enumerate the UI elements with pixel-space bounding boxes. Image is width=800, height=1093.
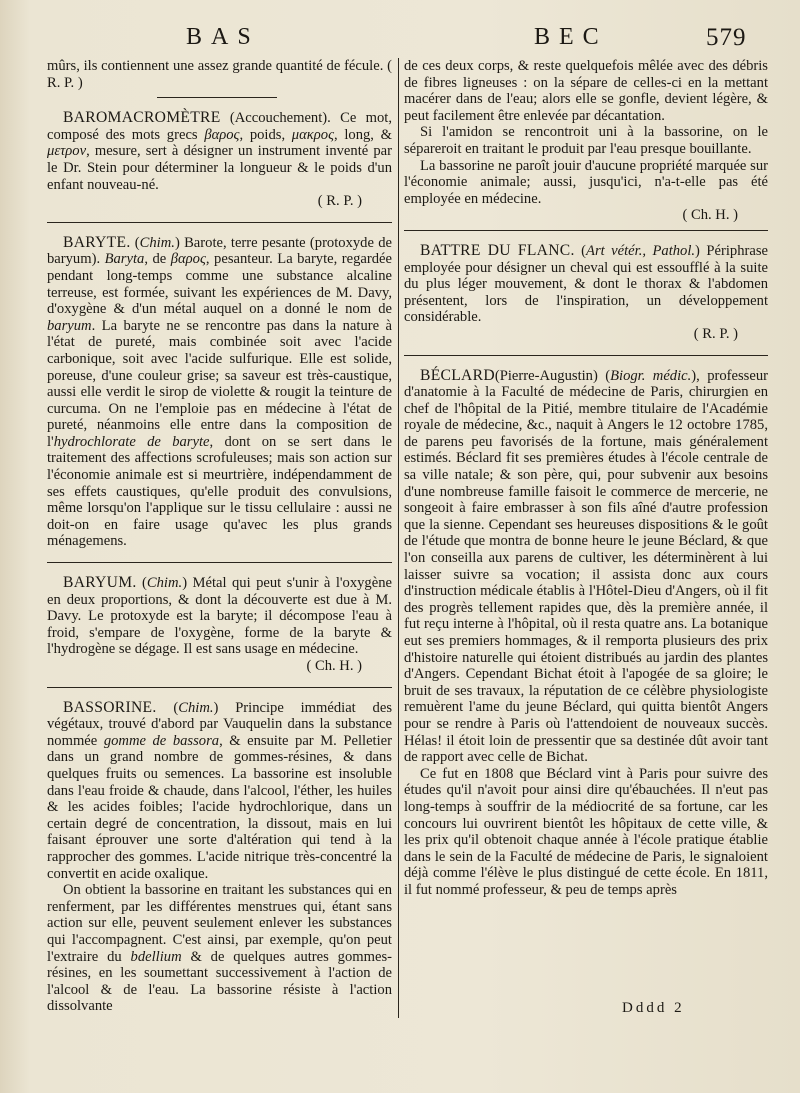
running-head-right: BEC [534, 24, 608, 50]
continuation-text: Si l'amidon se rencontroit uni à la bassorine, on le sépareroit en traitant le produit par l'eau presque bouillante. [404, 124, 768, 157]
entry-text: , de [144, 251, 167, 268]
entry-text: Ce mot, composé des mots grecs [47, 110, 392, 143]
entry-text: , poids, [239, 126, 286, 143]
domain-label: Art vétér., Pathol. [586, 242, 696, 259]
entry-signature: ( Ch. H. ) [306, 658, 362, 674]
entry-baromacrometre [47, 110, 392, 210]
entry-baryum: BARYUM. (Chim.) Métal qui peut s'unir à l'oxygène en deux proportions, & dont la découverte est due à M. Davy. Le protoxyde est la baryte; il décompose l'eau à froid, s'empare de l'oxygène, forme de la baryte & l'hydrogène se dégage. Il est sans usage en médecine. ( Ch. H. ) [47, 574, 392, 674]
continuation-text: La bassorine ne paroît jouir d'aucune propriété marquée sur l'économie animale; aussi, jusqu'ici, n'a-t-elle pas été employée en médecine. [404, 157, 768, 207]
italic-term: gomme de bassora [103, 732, 220, 749]
domain-label: Chim. [146, 575, 183, 592]
right-column [404, 58, 768, 911]
entry-text: . La baryte ne se rencontre pas dans la nature à l'état de pureté, mais combinée soit avec l'acide carbonique, soit avec l'acide sulfurique. Elle est solide, poreuse, d'une couleur grise; sa saveur est très-caustique, aussi elle verdit le sirop de violette & rougit la teinture de curcuma. On ne l'emploie pas en médecine à l'état de pureté, néanmoins elle entre dans la composition de l' [47, 317, 392, 450]
entry-continuation-right [404, 58, 768, 224]
greek-word: βαρος [170, 251, 206, 268]
italic-term: baryum [47, 317, 92, 334]
entry-text: & de quelques autres gommes-résines, en les soumettant successivement à l'action de l'alcool & de l'eau. La bassorine résiste à l'action dissolvante [47, 948, 392, 1015]
domain-label: Chim. [178, 699, 214, 716]
headword: BASSORINE. [63, 698, 157, 716]
domain-label: Chim. [139, 234, 175, 251]
domain-label: (Accouchement). [229, 110, 331, 127]
entry-baryte: BARYTE. (Chim.) Barote, terre pesante (protoxyde de baryum). Baryta, de βαρος, pesanteur. La baryte, regardée pendant long-temps comme une substance alcaline terreuse, est formée, suivant les expériences de M. Davy, d'oxygène & d'un métal auquel on a donné le nom de baryum. La baryte ne se rencontre pas dans la nature à l'état de pureté, mais combinée soit avec l'acide carbonique, soit avec l'acide sulfurique. Elle est solide, poreuse, d'une couleur grise; sa saveur est très-caustique, aussi elle verdit le sirop de violette & rougit la teinture de curcuma. On ne l'emploie pas en médecine à l'état de pureté, néanmoins elle entre dans la composition de l'hydrochlorate de baryte, dont on se sert dans le traitement des affections scrofuleuses; mais son action sur l'économie animale est si meurtrière, indépendamment de ses effets caustiques, qu'elle produit des convulsions, même lorsqu'on l'applique sur le tissu cellulaire : aussi ne doit-on en faire usage qu'avec les plus grands ménagemens. [47, 233, 393, 550]
italic-term: hydrochlorate de baryte [53, 433, 210, 450]
entry-bassorine: BASSORINE. (Chim.) Principe immédiat des végétaux, trouvé d'abord par Vauquelin dans la substance nommée gomme de bassora, & ensuite par M. Pelletier dans un grand nombre de gommes-résines, & dans quelques fruits ou semences. La bassorine est insoluble dans l'eau froide & chaude, dans l'alcool, l'éther, les huiles & les acides foibles; l'acide hydrochlorique, dans un certain degré de concentration, la dissout, mais en lui faisant éprouver une sorte d'altération qui tend à la rapprocher des gommes. L'acide nitrique très-concentré la convertit en acide oxalique. On obtient la bassorine en traitant les substances qui en renferment, par les différentes menstrues qui, étant sans action sur elle, peuvent seulement enlever les substances qui l'accompagnent. C'est ainsi, par exemple, qu'on peut l'extraire du bdellium & de quelques autres gommes-résines, en les soumettant successivement à l'action de l'alcool & de l'eau. La bassorine résiste à l'action dissolvante [47, 698, 392, 1015]
signature-mark: Dddd 2 [622, 1000, 685, 1016]
greek-word: βαρος [204, 126, 240, 143]
headword: BATTRE DU FLANC. [420, 241, 575, 259]
entry-text: , mesure, sert à désigner un instrument inventé par le Dr. Stein pour déterminer la longueur & le poids d'un enfant nouveau-né. [47, 143, 392, 193]
continuation-signature: ( R. P. ) [47, 58, 392, 91]
entry-text: On obtient la bassorine en traitant les substances qui en renferment, par les différentes menstrues qui, étant sans action sur elle, peuvent seulement enlever les substances qui l'accompagnent. C'est ainsi, par exemple, qu'on peut l'extraire du [47, 882, 392, 965]
entry-signature: ( R. P. ) [693, 325, 738, 342]
headword: BAROMACROMÈTRE [63, 109, 221, 127]
entry-beclard: BÉCLARD(Pierre-Augustin) (Biogr. médic.), professeur d'anatomie à la Faculté de médecine de Paris, chirurgien en chef de l'hôpital de la Pitié, membre titulaire de l'Académie royale de médecine, &c., naquit à Angers le 12 octobre 1785, de parens peu favorisés de la fortune, mais généralement estimés. Béclard fit ses premières études à l'école centrale de sa ville natale; & son père, qui, pour subvenir aux besoins d'une nombreuse famille faisoit le commerce de mercerie, ne songeoit à faire embrasser à son fils aîné d'autre profession que la sienne. Cependant ses heureuses dispositions & le goût de l'étude que montra de bonne heure le jeune Béclard, & que l'on conseilla aux parens de cultiver, les déterminèrent à lui laisser suivre sa vocation; il assista donc aux cours d'instruction médicale établis à l'Hôtel-Dieu d'Angers, où il fit des progrès tellement rapides que, dès la première année, il fut reçu interne à l'hôpital, où il resta quatre ans. La botanique eut ses premiers hommages, & il remporta plusieurs des prix d'histoire naturelle qui étoient distribués au jardin des plantes d'Angers. Cependant Bichat étoit à l'apogée de sa gloire; le bruit de ses travaux, la réputation de ce célèbre physiologiste remuèrent l'ame du jeune Béclard, qui quitta bientôt Angers pour se rendre à Paris où l'attendoient de nouveaux succès. Hélas! il étoit loin de pressentir que sa destinée dût avoir tant de rapport avec celle de Bichat. Ce fut en 1808 que Béclard vint à Paris pour suivre des études qu'il n'avoit pour ainsi dire qu'ébauchées. Il n'eut pas long-temps à souffrir de la médiocrité de sa fortune, car les concours lui ouvrirent bientôt les hôpitaux de cette ville, & les prix qu'il obtenoit chaque année à l'école pratique établie dans le sein de la Faculté de médecine de Paris, le signaloient déjà comme l'élève le plus distingué de cette école. En 1811, il fut nommé professeur, & peu de temps après [404, 366, 768, 898]
running-head [0, 24, 800, 54]
entry-text: Métal qui peut s'unir à l'oxygène en deux proportions, & dont la découverte est due à M. Davy. Le protoxyde est la baryte; il décompose l'eau à froid, s'empare de l'oxygène, forme de la baryte & l'hydrogène se dégage. Il est sans usage en médecine. [47, 575, 392, 658]
entry-text: Ce fut en 1808 que Béclard vint à Paris pour suivre des études qu'il n'avoit pour ainsi dire qu'ébauchées. Il n'eut pas long-temps à souffrir de la médiocrité de sa fortune, car les concours lui ouvrirent bientôt les hôpitaux de cette ville, & les prix qu'il obtenoit chaque année à l'école pratique établie dans le sein de la Faculté de médecine de Paris, le signaloient déjà comme l'élève le plus distingué de cette école. En 1811, il fut nommé professeur, & peu de temps après [404, 765, 768, 898]
headword-name: (Pierre-Augustin) [494, 367, 598, 384]
headword: BÉCLARD [420, 366, 495, 384]
entry-battre-du-flanc: BATTRE DU FLANC. (Art vétér., Pathol.) Périphrase employée pour désigner un cheval qui est essoufflé à la suite du plus léger mouvement, & dont le thorax & l'abdomen présentent, lors de l'inspiration, un développement considérable. ( R. P. ) [404, 241, 768, 342]
entry-separator [47, 222, 392, 223]
entry-separator [157, 97, 277, 98]
entry-continuation-left [47, 58, 392, 91]
entry-text: , pesanteur. La baryte, regardée pendant long-temps comme une substance alcaline terreuse, est formée, suivant les expériences de M. Davy, d'oxygène & d'un métal auquel on a donné le nom de [47, 251, 393, 318]
latin-term: Baryta [104, 251, 145, 268]
entry-text: , long, & [334, 126, 393, 143]
entry-text: , dont on se sert dans le traitement des affections scrofuleuses; mais son action sur l'économie animale est si meurtrière, indépendamment de ses effets caustiques, qu'elle produit des convulsions, même lorsqu'on l'applique sur le tissu cellulaire : aussi ne doit-on en faire usage qu'avec les plus grands ménagemens. [47, 433, 393, 550]
domain-label: Biogr. médic. [610, 367, 692, 384]
continuation-text: mûrs, ils contiennent une assez grande quantité de fécule. [47, 58, 384, 74]
entry-signature: ( R. P. ) [317, 193, 362, 210]
entry-separator [404, 230, 768, 231]
column-rule [398, 58, 399, 1018]
left-column [47, 58, 392, 1027]
headword: BARYTE. [63, 233, 131, 251]
entry-signature: ( Ch. H. ) [682, 207, 738, 224]
page-number: 579 [706, 24, 747, 51]
entry-separator [47, 687, 392, 688]
greek-word: μετρον [47, 143, 87, 160]
running-head-left: BAS [186, 24, 260, 50]
entry-text: professeur d'anatomie à la Faculté de médecine de Paris, chirurgien en chef de l'hôpital de la Pitié, membre titulaire de l'Académie royale de médecine, &c., naquit à Angers le 12 octobre 1785, de parens peu favorisés de la fortune, mais généralement estimés. Béclard fit ses premières études à l'école centrale de sa ville natale; & son père, qui, pour subvenir aux besoins d'une nombreuse famille faisoit le commerce de mercerie, ne songeoit à faire embrasser à son fils aîné d'autre profession que la sienne. Cependant ses heureuses dispositions & le goût de l'étude que montra de bonne heure le jeune Béclard, & que l'on conseilla aux parens de cultiver, les déterminèrent à lui laisser suivre sa vocation; il assista donc aux cours d'instruction médicale établis à l'Hôtel-Dieu d'Angers, où il fit des progrès tellement rapides que, dès la première année, il fut reçu interne à l'hôpital, où il resta quatre ans. La botanique eut ses premiers hommages, & il remporta plusieurs des prix d'histoire naturelle qui étoient distribués au jardin des plantes d'Angers. Cependant Bichat étoit à l'apogée de sa gloire; le bruit de ses travaux, la réputation de ce célèbre physiologiste remuèrent l'ame du jeune Béclard, qui quitta bientôt Angers pour se rendre à Paris où l'attendoient de nouveaux succès. Hélas! il étoit loin de pressentir que sa destinée dût avoir tant de rapport avec celle de Bichat. [404, 367, 768, 766]
entry-text: , & ensuite par M. Pelletier dans un grand nombre de gommes-résines, & dans quelques fruits ou semences. La bassorine est insoluble dans l'eau froide & chaude, dans l'alcool, l'éther, les huiles & les acides foibles; l'acide hydrochlorique, dans un certain degré de concentration, la dissout, mais en lui faisant éprouver une sorte d'altération qui tend à la rapprocher des gommes. L'acide nitrique très-concentré la convertit en acide oxalique. [47, 732, 392, 882]
headword: BARYUM. [63, 574, 137, 592]
entry-text: Principe immédiat des végétaux, trouvé d'abord par Vauquelin dans la substance nommée [47, 699, 392, 749]
greek-word: μακρος [291, 126, 335, 143]
continuation-text: de ces deux corps, & reste quelquefois mêlée avec des débris de fibres ligneuses : on la sépare de celles-ci en la mettant macérer dans de l'eau; alors elle se gonfle, devient légère, & peut facilement être enlevée par décantation. [404, 58, 768, 124]
entry-text: Périphrase employée pour désigner un cheval qui est essoufflé à la suite du plus léger mouvement, & dont le thorax & l'abdomen présentent, lors de l'inspiration, un développement considérable. [404, 242, 768, 326]
entry-separator [47, 562, 392, 563]
entry-separator [404, 355, 768, 356]
entry-text: Barote, terre pesante (protoxyde de baryum). [47, 234, 392, 268]
italic-term: bdellium [130, 948, 182, 965]
